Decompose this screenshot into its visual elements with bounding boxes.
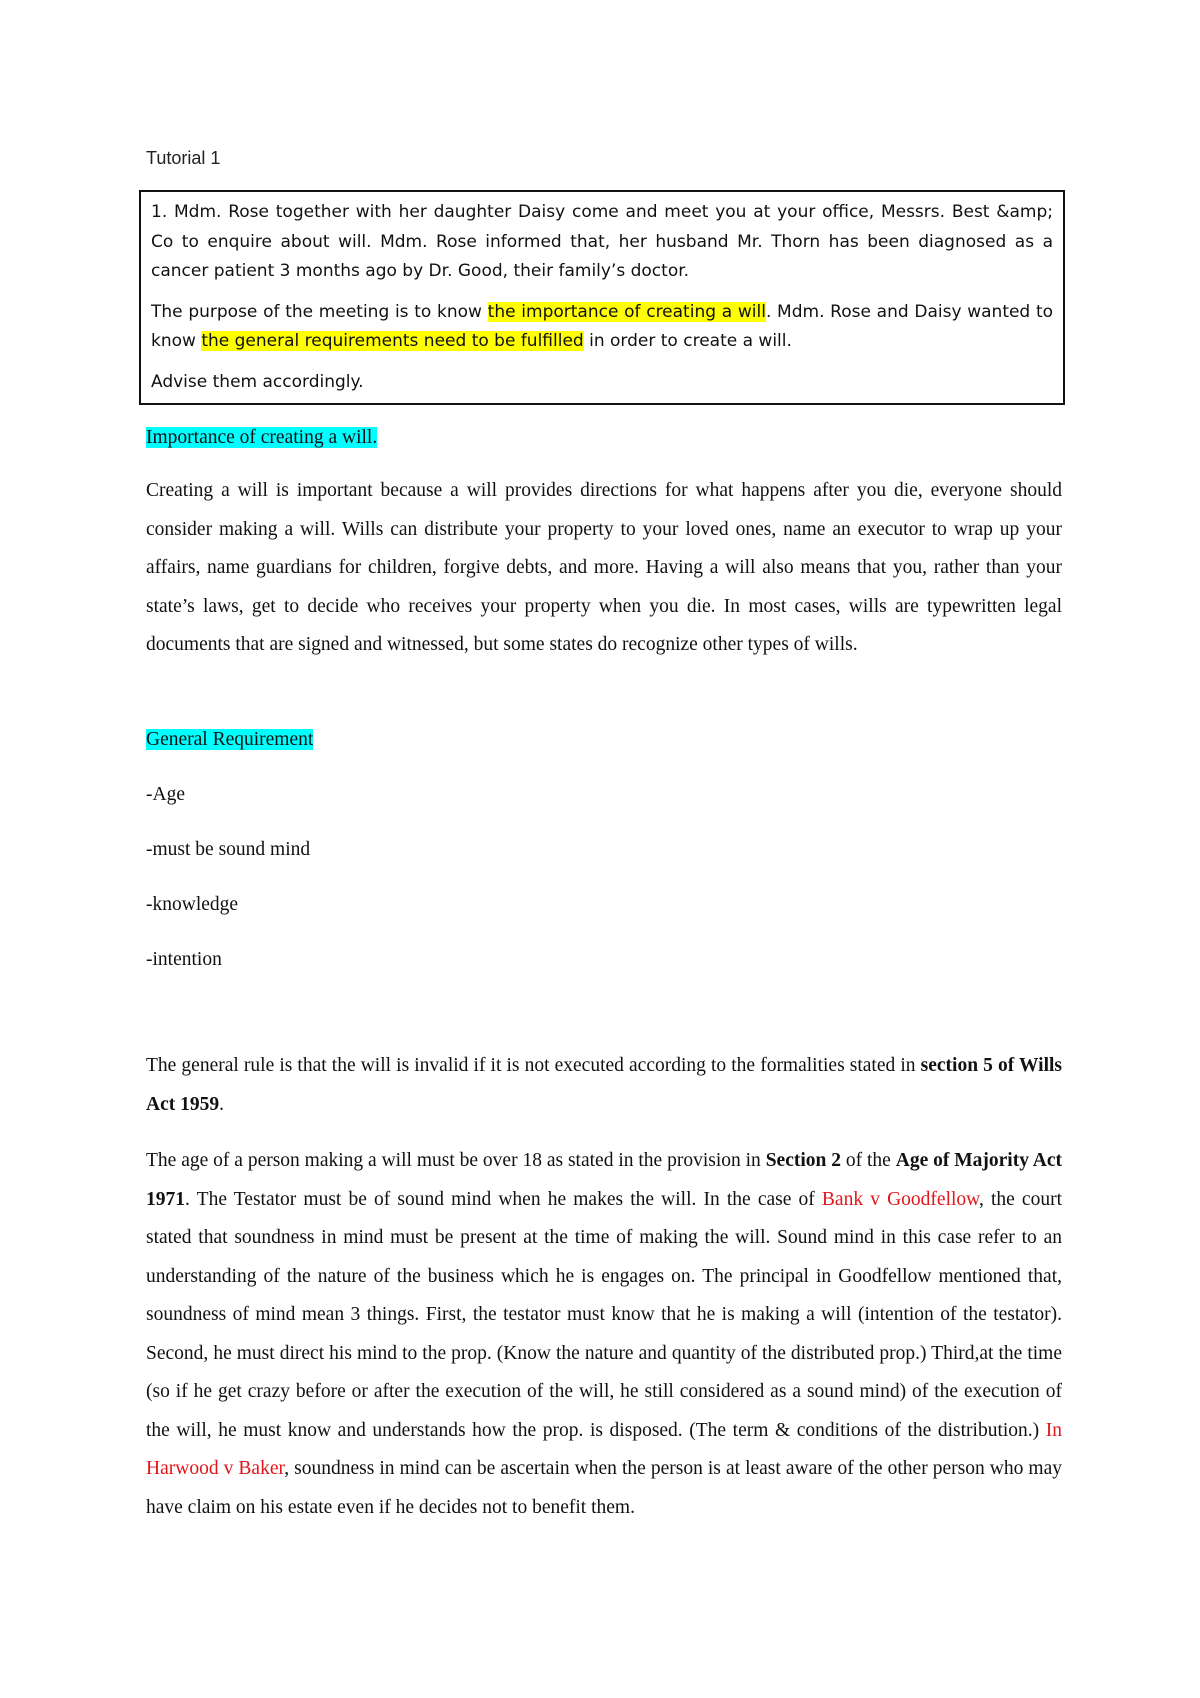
age-text-part: The age of a person making a will must be over 18 as stated in the provision in (146, 1150, 766, 1171)
heading-highlight: General Requirement (146, 729, 314, 750)
question-paragraph-2 (151, 298, 1053, 357)
importance-paragraph (146, 472, 1062, 665)
question-paragraph-1: 1. Mdm. Rose together with her daughter Daisy come and meet you at your office, Messrs. Best &amp; Co to enquire about will. Mdm. Rose informed that, her husband Mr. Thorn has been diagnosed as a cancer patient 3 months ago by Dr. Good, their family’s doctor. (151, 202, 1053, 281)
question-box (139, 190, 1065, 405)
section-heading-general-requirement (146, 728, 313, 752)
statute-reference: section 5 of Wills Act 1959 (146, 1055, 1062, 1115)
question-text: . Mdm. Rose and Daisy wanted to know (151, 301, 1054, 351)
highlight-importance: the importance of creating a will (487, 301, 766, 322)
case-citation: In Harwood v Baker (146, 1419, 1062, 1479)
statute-reference: Section 2 (765, 1150, 841, 1171)
section-heading-importance (146, 426, 377, 450)
age-paragraph (146, 1142, 1062, 1527)
question-text: The purpose of the meeting is to know (151, 301, 488, 322)
question-text: in order to create a will. (583, 331, 792, 351)
importance-text: Creating a will is important because a will provides directions for what happens after you die, everyone should consider making a will. Wills can distribute your property to your loved ones, name an executor to wrap up your affairs, name guardians for children, forgive debts, and more. Having a will also means that you, rather than your state’s laws, get to decide who receives your property when you die. In most cases, wills are typewritten legal documents that are signed and witnessed, but some states do recognize other types of wills. (146, 480, 1062, 655)
rule-text: . (219, 1093, 224, 1115)
requirement-item: -must be sound mind (146, 839, 311, 860)
general-rule-paragraph (146, 1047, 1062, 1124)
question-paragraph-3: Advise them accordingly. (151, 371, 364, 392)
age-text-part: , the court stated that soundness in mind must be present at the time of making the will. Sound mind in this case refer to an understanding of the nature of the business which he is engages on. The principal in Goodfellow mentioned that, soundness of mind mean 3 things. First, the testator must know that he is making a will (intention of the testator). Second, he must direct his mind to the prop. (Know the nature and quantity of the distributed prop.) Third,at the time (so if he get crazy before or after the execution of the will, he still considered as a sound mind) of the execution of the will, he must know and understands how the prop. is disposed. (The term & conditions of the distribution.) (146, 1188, 1063, 1441)
highlight-requirements: the general requirements need to be fulfilled (201, 331, 584, 351)
requirement-item: -knowledge (146, 894, 239, 915)
requirement-item: -Age (146, 784, 185, 805)
requirement-item: -intention (146, 949, 222, 970)
statute-reference: Age of Majority Act 1971 (146, 1150, 1062, 1210)
age-text-part: . The Testator must be of sound mind when he makes the will. In the case of (185, 1188, 822, 1210)
heading-highlight: Importance of creating a will. (146, 427, 378, 448)
page-title: Tutorial 1 (146, 148, 221, 168)
general-rule-text (146, 1047, 1062, 1124)
case-citation: Bank v Goodfellow (821, 1188, 979, 1210)
age-text-part: of the (841, 1150, 896, 1171)
rule-text: The general rule is that the will is invalid if it is not executed according to the formalities stated in (146, 1055, 921, 1076)
age-text-part: , soundness in mind can be ascertain when the person is at least aware of the other person who may have claim on his estate even if he decides not to benefit them. (146, 1458, 1063, 1518)
age-text (146, 1142, 1062, 1527)
